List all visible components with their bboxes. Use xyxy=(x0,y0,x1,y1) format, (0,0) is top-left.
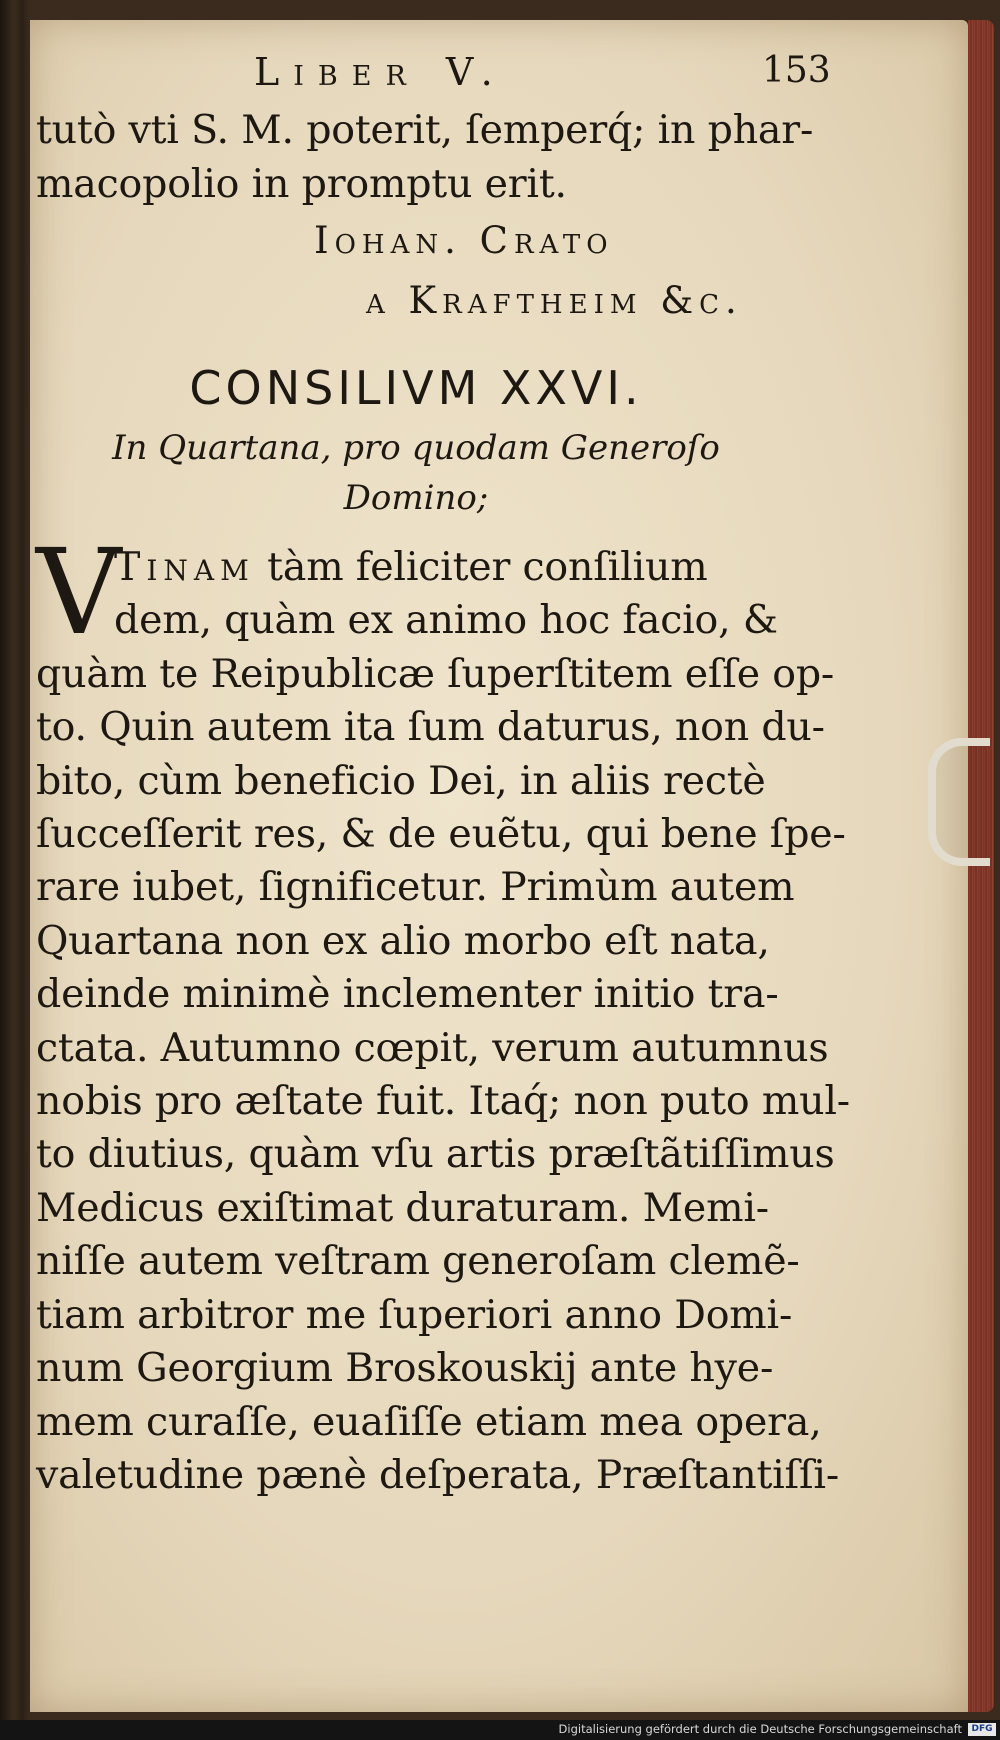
body-line: Medicus exiſtimat duraturam. Memi- xyxy=(36,1184,769,1231)
intro-line-1: tutò vti S. M. poterit, ſemperq́; in phar- xyxy=(36,107,814,153)
book-fore-edge xyxy=(968,20,994,1712)
signature-title: a Kraftheim &c. xyxy=(366,279,743,322)
body-line: nobis pro æſtate fuit. Itaq́; non puto mul- xyxy=(36,1078,850,1125)
running-head xyxy=(36,48,836,104)
body-line: deinde minimè inclementer initio tra- xyxy=(36,971,779,1018)
body-line-1 xyxy=(36,541,836,594)
body-line: mem curaſſe, euaſiſſe etiam mea opera, xyxy=(36,1398,822,1445)
body-line: rare iubet, ſignificetur. Primùm autem xyxy=(36,864,795,911)
page-number: 153 xyxy=(762,50,831,91)
body-line: ſucceſſerit res, & de euẽtu, qui bene ſpe- xyxy=(36,811,846,858)
digitization-footer xyxy=(0,1720,1000,1740)
body-line: Quartana non ex alio morbo eſt nata, xyxy=(36,917,770,964)
body-line: ctata. Autumno cœpit, verum autumnus xyxy=(36,1024,829,1071)
body-line: to. Quin autem ita ſum daturus, non du- xyxy=(36,704,825,751)
body-line: quàm te Reipublicæ ſuperſtitem eſſe op- xyxy=(36,650,835,697)
first-word: Tinam xyxy=(114,544,255,590)
body-text xyxy=(36,523,850,1502)
subheading-line-1: In Quartana, pro quodam Generoſo xyxy=(112,428,720,468)
body-line: valetudine pænè deſperata, Præſtantiſſi- xyxy=(36,1451,839,1498)
running-title: Liber V. xyxy=(254,50,507,94)
signature-name: Iohan. Crato xyxy=(314,219,614,262)
body-line-1-rest: tàm feliciter conſilium xyxy=(254,544,708,590)
body-line: bito, cùm beneficio Dei, in aliis rectè xyxy=(36,757,766,804)
footer-credit: Digitalisierung gefördert durch die Deutsche Forschungsgemeinschaft xyxy=(558,1722,962,1736)
ribbon-clip xyxy=(928,738,990,866)
body-line: tiam arbitror me ſuperiori anno Domi- xyxy=(36,1291,793,1338)
body-line: niſſe autem veſtram generoſam clemẽ- xyxy=(36,1238,800,1285)
body-line: num Georgium Broskouskij ante hye- xyxy=(36,1345,774,1392)
page-text xyxy=(36,48,850,1502)
body-line: to diutius, quàm vſu artis præſtãtiſſimus xyxy=(36,1131,835,1178)
intro-line-2: macopolio in promptu erit. xyxy=(36,160,567,207)
section-heading: CONSILIVM XXVI. xyxy=(189,361,643,415)
drop-cap: V xyxy=(36,523,122,661)
subheading-line-2: Domino; xyxy=(343,478,489,518)
dfg-logo: DFG xyxy=(968,1723,996,1736)
body-line-2: dem, quàm ex animo hoc facio, & xyxy=(114,597,778,644)
